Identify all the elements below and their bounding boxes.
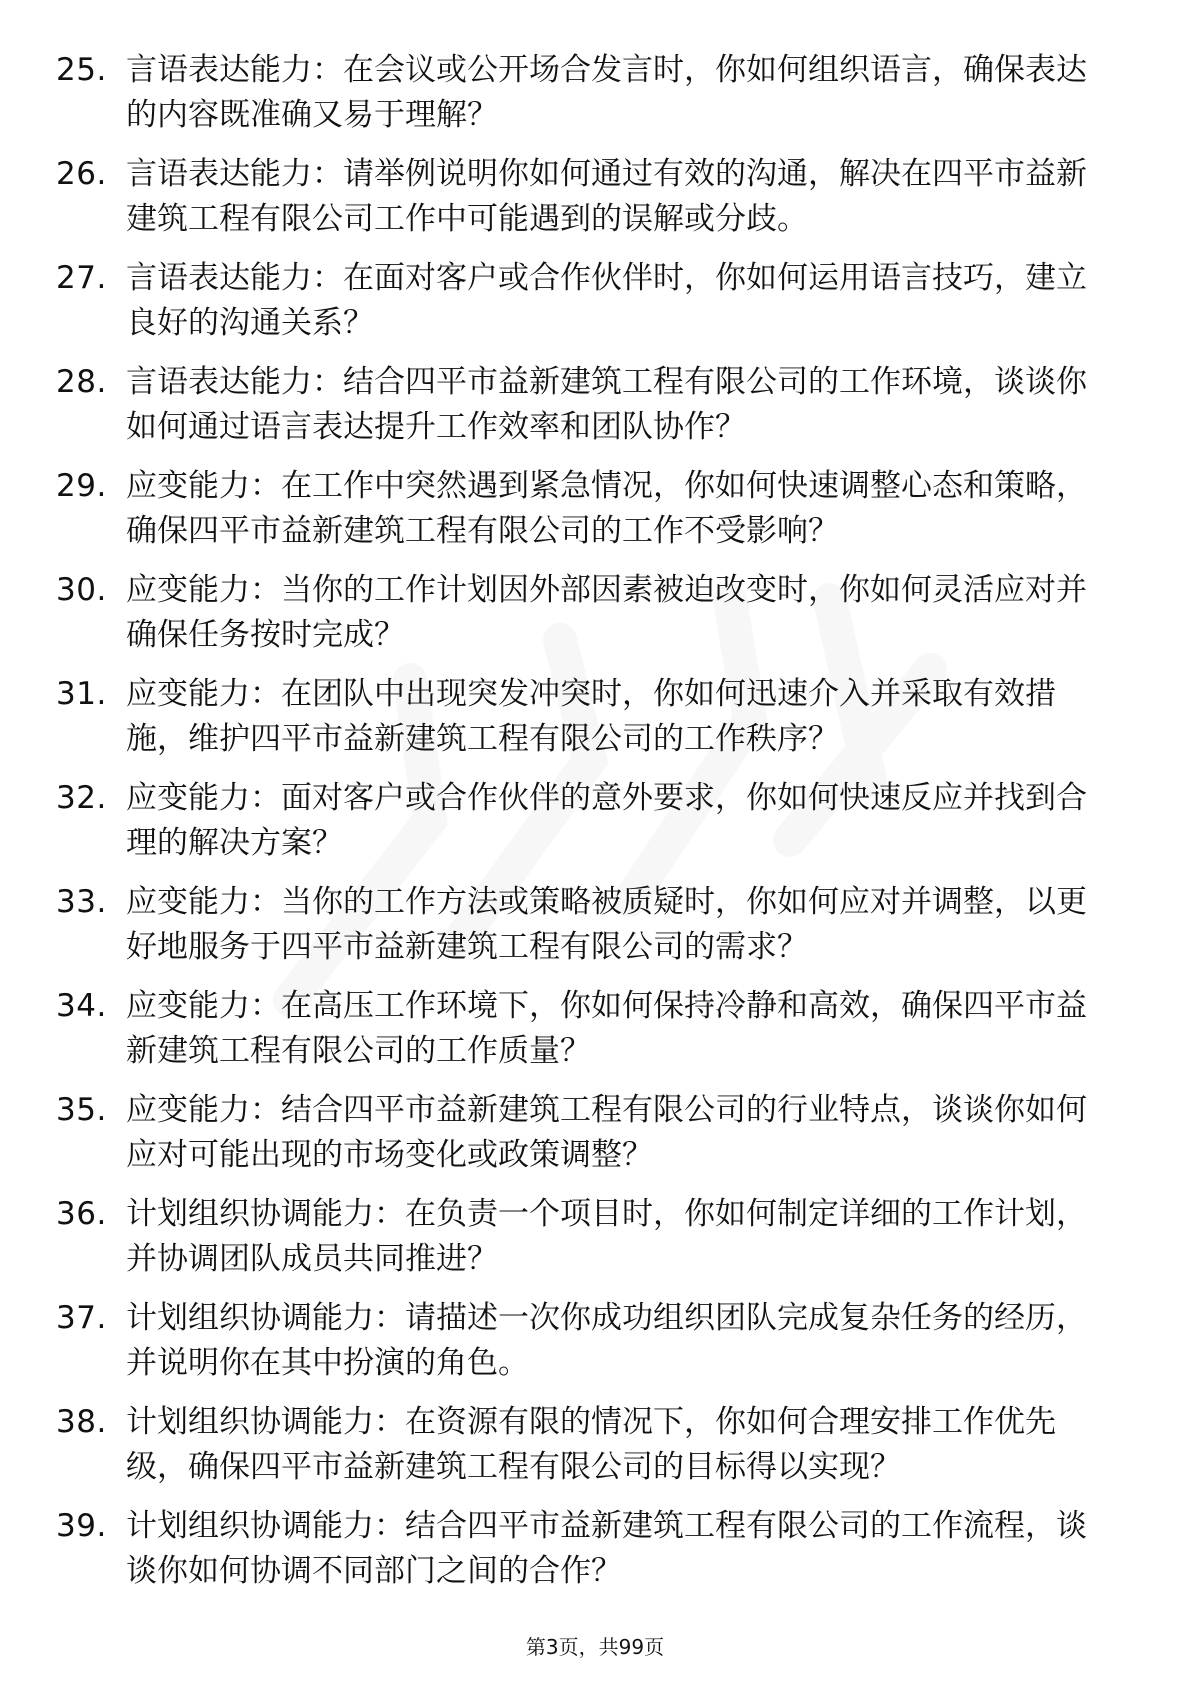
question-text: 计划组织协调能力：在负责一个项目时，你如何制定详细的工作计划，并协调团队成员共同推进？ — [126, 1196, 1087, 1277]
question-list — [56, 48, 1136, 1608]
question-text: 应变能力：在团队中出现突发冲突时，你如何迅速介入并采取有效措施，维护四平市益新建筑工程有限公司的工作秩序？ — [126, 676, 1056, 757]
page-footer — [0, 1634, 1190, 1660]
question-number: 27. — [56, 260, 107, 296]
question-item — [56, 776, 1136, 880]
question-item — [56, 256, 1136, 360]
question-item — [56, 672, 1136, 776]
question-item — [56, 48, 1136, 152]
question-item — [56, 360, 1136, 464]
question-number: 38. — [56, 1404, 107, 1440]
question-text: 言语表达能力：请举例说明你如何通过有效的沟通，解决在四平市益新建筑工程有限公司工作中可能遇到的误解或分歧。 — [126, 156, 1087, 237]
question-item — [56, 1088, 1136, 1192]
question-item — [56, 1192, 1136, 1296]
question-number: 31. — [56, 676, 107, 712]
question-number: 39. — [56, 1508, 107, 1544]
question-item — [56, 880, 1136, 984]
question-text: 言语表达能力：在会议或公开场合发言时，你如何组织语言，确保表达的内容既准确又易于理解？ — [126, 52, 1087, 133]
question-text: 言语表达能力：在面对客户或合作伙伴时，你如何运用语言技巧，建立良好的沟通关系？ — [126, 260, 1087, 341]
question-text: 应变能力：面对客户或合作伙伴的意外要求，你如何快速反应并找到合理的解决方案？ — [126, 780, 1087, 861]
question-text: 应变能力：在高压工作环境下，你如何保持冷静和高效，确保四平市益新建筑工程有限公司的工作质量？ — [126, 988, 1087, 1069]
question-text: 应变能力：当你的工作计划因外部因素被迫改变时，你如何灵活应对并确保任务按时完成？ — [126, 572, 1087, 653]
question-item — [56, 568, 1136, 672]
question-number: 35. — [56, 1092, 107, 1128]
question-item — [56, 1504, 1136, 1608]
question-number: 25. — [56, 52, 107, 88]
question-text: 计划组织协调能力：请描述一次你成功组织团队完成复杂任务的经历，并说明你在其中扮演的角色。 — [126, 1300, 1087, 1381]
question-number: 28. — [56, 364, 107, 400]
question-item — [56, 152, 1136, 256]
question-item — [56, 984, 1136, 1088]
question-item — [56, 1296, 1136, 1400]
question-text: 应变能力：在工作中突然遇到紧急情况，你如何快速调整心态和策略，确保四平市益新建筑工程有限公司的工作不受影响？ — [126, 468, 1087, 549]
question-number: 34. — [56, 988, 107, 1024]
question-number: 30. — [56, 572, 107, 608]
page-number-label: 第3页，共99页 — [525, 1635, 665, 1659]
question-item — [56, 464, 1136, 568]
question-text: 计划组织协调能力：结合四平市益新建筑工程有限公司的工作流程，谈谈你如何协调不同部门之间的合作？ — [126, 1508, 1087, 1589]
question-text: 应变能力：结合四平市益新建筑工程有限公司的行业特点，谈谈你如何应对可能出现的市场变化或政策调整？ — [126, 1092, 1087, 1173]
question-number: 32. — [56, 780, 107, 816]
question-number: 33. — [56, 884, 107, 920]
question-item — [56, 1400, 1136, 1504]
question-number: 37. — [56, 1300, 107, 1336]
question-text: 言语表达能力：结合四平市益新建筑工程有限公司的工作环境，谈谈你如何通过语言表达提升工作效率和团队协作？ — [126, 364, 1087, 445]
question-text: 应变能力：当你的工作方法或策略被质疑时，你如何应对并调整，以更好地服务于四平市益新建筑工程有限公司的需求？ — [126, 884, 1087, 965]
question-number: 26. — [56, 156, 107, 192]
question-number: 29. — [56, 468, 107, 504]
question-text: 计划组织协调能力：在资源有限的情况下，你如何合理安排工作优先级，确保四平市益新建筑工程有限公司的目标得以实现？ — [126, 1404, 1056, 1485]
question-number: 36. — [56, 1196, 107, 1232]
